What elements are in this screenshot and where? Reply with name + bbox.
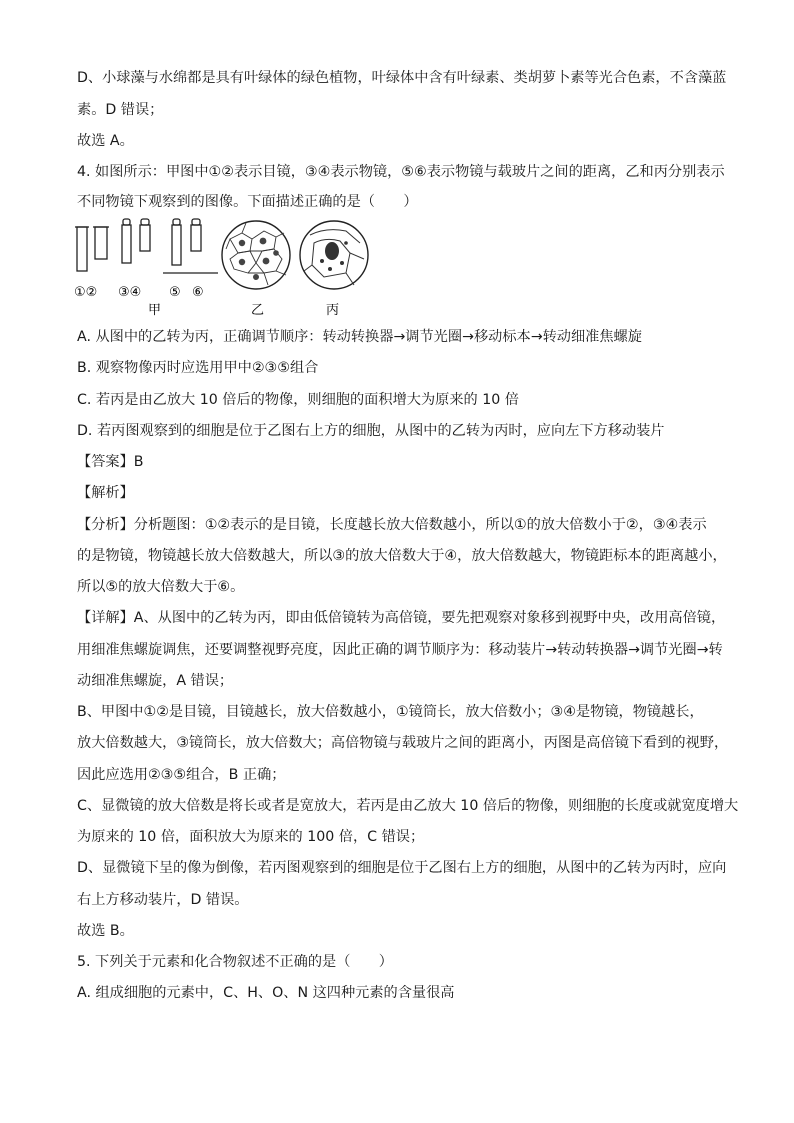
analysis-heading: 【解析】 (77, 485, 134, 501)
text-line: 放大倍数越大，③镜筒长，放大倍数大；高倍物镜与载玻片之间的距离小，丙图是高倍镜下看到的视野， (77, 735, 729, 751)
text-line: 的是物镜，物镜越长放大倍数越大，所以③的放大倍数大于④，放大倍数越大，物镜距标本的距离越小， (77, 548, 727, 564)
option-b: B. 观察物像丙时应选用甲中②③⑤组合 (77, 360, 319, 376)
text-line: 所以⑤的放大倍数大于⑥。 (77, 579, 245, 595)
text-line: 动细准焦螺旋，A 错误； (77, 673, 234, 689)
label-6: ⑥ (192, 285, 204, 300)
text-line: C、显微镜的放大倍数是将长或者是宽放大，若丙是由乙放大 10 倍后的物像，则细胞的长度或就宽度增大 (77, 798, 739, 814)
option-c: C. 若丙是由乙放大 10 倍后的物像，则细胞的面积增大为原来的 10 倍 (77, 392, 519, 408)
text-line: 【分析】分析题图：①②表示的是目镜，长度越长放大倍数越小，所以①的放大倍数小于②，③④表示 (77, 517, 707, 533)
label-objective: ③④ (118, 285, 142, 300)
option-a: A. 组成细胞的元素中，C、H、O、N 这四种元素的含量很高 (77, 985, 455, 1001)
text-line: 【详解】A、从图中的乙转为丙，即由低倍镜转为高倍镜，要先把观察对象移到视野中央，改用高倍镜， (77, 610, 726, 626)
figure-svg (70, 213, 430, 323)
label-yi: 乙 (251, 303, 265, 318)
label-5: ⑤ (169, 285, 181, 300)
label-jia: 甲 (148, 303, 162, 318)
label-bing: 丙 (326, 303, 340, 318)
text-line: 故选 B。 (77, 923, 134, 939)
text-line: B、甲图中①②是目镜，目镜越长，放大倍数越小，①镜筒长，放大倍数小；③④是物镜，物镜越长， (77, 704, 704, 720)
text-line: 素。D 错误； (77, 102, 164, 118)
objective-lens-icon (122, 219, 150, 263)
option-a: A. 从图中的乙转为丙，正确调节顺序：转动转换器→调节光圈→移动标本→转动细准焦螺旋 (77, 329, 642, 345)
view-high-magnification-icon (300, 221, 368, 289)
question-4-stem: 4. 如图所示：甲图中①②表示目镜，③④表示物镜，⑤⑥表示物镜与载玻片之间的距离，乙和丙分别表示 (77, 164, 725, 180)
eyepiece-icon (75, 227, 109, 271)
text-line: 故选 A。 (77, 133, 134, 149)
answer-heading: 【答案】B (77, 454, 144, 470)
label-eyepiece: ①② (74, 285, 98, 300)
microscope-figure (70, 213, 430, 323)
text-line: D、小球藻与水绵都是具有叶绿体的绿色植物，叶绿体中含有叶绿素、类胡萝卜素等光合色素，不含藻蓝 (77, 70, 727, 86)
text-line: 右上方移动装片，D 错误。 (77, 892, 249, 908)
option-d: D. 若丙图观察到的细胞是位于乙图右上方的细胞，从图中的乙转为丙时，应向左下方移动装片 (77, 423, 665, 439)
question-5-stem: 5. 下列关于元素和化合物叙述不正确的是（ ） (77, 954, 393, 970)
text-line: 为原来的 10 倍，面积放大为原来的 100 倍，C 错误； (77, 829, 425, 845)
question-4-stem: 不同物镜下观察到的图像。下面描述正确的是（ ） (77, 194, 418, 210)
view-low-magnification-icon (222, 221, 290, 289)
text-line: 因此应选用②③⑤组合，B 正确； (77, 767, 286, 783)
objective-slide-icon (163, 219, 218, 273)
text-line: D、显微镜下呈的像为倒像，若丙图观察到的细胞是位于乙图右上方的细胞，从图中的乙转为丙时，应向 (77, 860, 727, 876)
text-line: 用细准焦螺旋调焦，还要调整视野亮度，因此正确的调节顺序为：移动装片→转动转换器→调节光圈→转 (77, 642, 723, 658)
